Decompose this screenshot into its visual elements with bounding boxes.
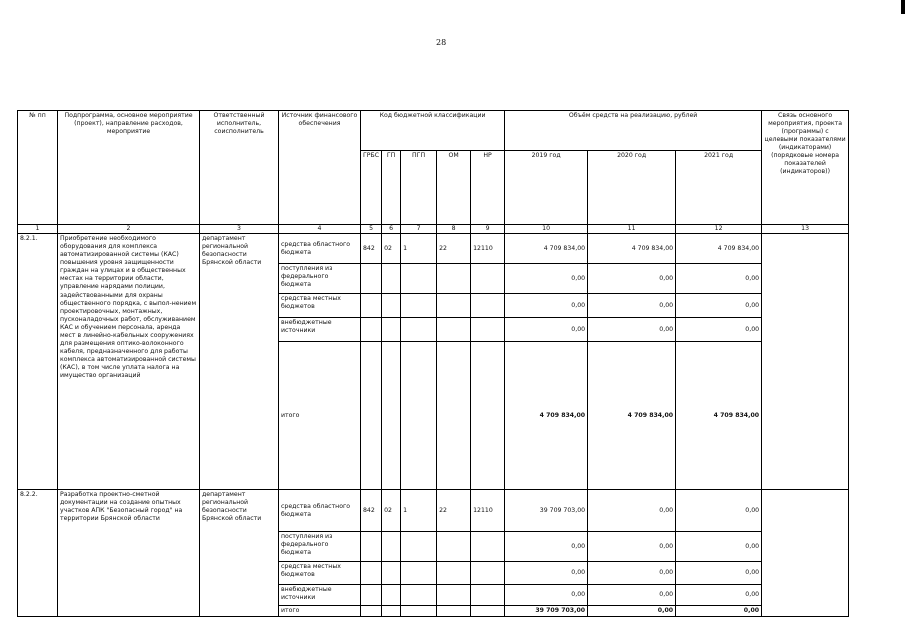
- cell-2020: 0,00: [588, 294, 676, 318]
- source-label: внебюджетные источники: [279, 318, 361, 342]
- cell-2019: 0,00: [505, 585, 588, 606]
- cell-2020: 0,00: [588, 318, 676, 342]
- page-number: 28: [436, 38, 447, 47]
- cell-link: [762, 490, 849, 617]
- col-number: 6: [382, 225, 401, 234]
- cell-2021: 0,00: [676, 318, 762, 342]
- row-executor: департамент региональной безопасности Брянской области: [200, 234, 279, 490]
- table-row: [18, 234, 849, 264]
- row-num: 8.2.1.: [18, 234, 58, 490]
- cell-pgp: 1: [401, 490, 437, 532]
- row-name: Разработка проектно-сметной документации на создание опытных участков АПК "Безопасный город" на территории Брянской области: [58, 490, 200, 617]
- cell-2021: 0,00: [676, 606, 762, 617]
- source-label: итого: [279, 606, 361, 617]
- header-2021: 2021 год: [676, 151, 762, 225]
- col-number: 8: [437, 225, 471, 234]
- cell-2021: 0,00: [676, 264, 762, 294]
- row-name: Приобретение необходимого оборудования для комплекса автоматизированной системы (КАС) повышения уровня защищенности граждан на улицах и в общественных местах на территории области, управление нарядами полиции, задействованными для охраны общественного порядка, с выпол-нением проектировочных, монтажных, пусконаладочных работ, обслуживанием КАС и обучением персонала, аренда мест в линейно-кабельных сооружениях для размещения оптико-волоконного кабеля, предназначенного для работы комплекса автоматизированной системы (КАС), в том числе уплата налога на имущество организаций: [58, 234, 200, 490]
- row-executor: департамент региональной безопасности Брянской области: [200, 490, 279, 617]
- cell-2020: 0,00: [588, 585, 676, 606]
- col-number: 12: [676, 225, 762, 234]
- cell-2020: 4 709 834,00: [588, 342, 676, 490]
- cell-2020: 4 709 834,00: [588, 234, 676, 264]
- cell-2021: 4 709 834,00: [676, 342, 762, 490]
- cell-nr: 12110: [471, 234, 505, 264]
- cell-2019: 0,00: [505, 532, 588, 562]
- cell-gp: 02: [382, 234, 401, 264]
- cell-grbs: 842: [361, 234, 382, 264]
- cell-2021: 0,00: [676, 294, 762, 318]
- source-label: поступления из федерального бюджета: [279, 264, 361, 294]
- cell-om: 22: [437, 234, 471, 264]
- header-nr: НР: [471, 151, 505, 225]
- cell-2019: 0,00: [505, 562, 588, 585]
- header-executor: Ответственный исполнитель, соисполнитель: [200, 111, 279, 225]
- header-pgp: ПГП: [401, 151, 437, 225]
- col-number: 9: [471, 225, 505, 234]
- col-number: 2: [58, 225, 200, 234]
- cell-2019: 0,00: [505, 264, 588, 294]
- header-gp: ГП: [382, 151, 401, 225]
- program-table: [17, 110, 849, 617]
- cell-2019: 39 709 703,00: [505, 606, 588, 617]
- col-number: 4: [279, 225, 361, 234]
- header-2020: 2020 год: [588, 151, 676, 225]
- cell-gp: 02: [382, 490, 401, 532]
- source-label: поступления из федерального бюджета: [279, 532, 361, 562]
- col-number: 11: [588, 225, 676, 234]
- cell-2020: 0,00: [588, 264, 676, 294]
- header-grbs: ГРБС: [361, 151, 382, 225]
- cell-2020: 0,00: [588, 562, 676, 585]
- header-source: Источник финансового обеспечения: [279, 111, 361, 225]
- header-link: Связь основного мероприятия, проекта (программы) с целевыми показателями (индикаторами) (порядковые номера показателей (индикаторов)): [762, 111, 849, 225]
- col-number: 13: [762, 225, 849, 234]
- header-om: ОМ: [437, 151, 471, 225]
- cell-2019: 39 709 703,00: [505, 490, 588, 532]
- col-number: 1: [18, 225, 58, 234]
- cell-2020: 0,00: [588, 490, 676, 532]
- source-label: средства местных бюджетов: [279, 562, 361, 585]
- source-label: средства местных бюджетов: [279, 294, 361, 318]
- cell-2020: 0,00: [588, 532, 676, 562]
- cell-2019: 4 709 834,00: [505, 342, 588, 490]
- col-number: 5: [361, 225, 382, 234]
- header-2019: 2019 год: [505, 151, 588, 225]
- cell-2021: 0,00: [676, 562, 762, 585]
- source-label: средства областного бюджета: [279, 234, 361, 264]
- source-label: средства областного бюджета: [279, 490, 361, 532]
- cell-link: [762, 234, 849, 490]
- cell-2019: 0,00: [505, 294, 588, 318]
- table-row: [18, 490, 849, 532]
- column-number-row: [18, 225, 849, 234]
- col-number: 10: [505, 225, 588, 234]
- cell-grbs: 842: [361, 490, 382, 532]
- header-budget-code: Код бюджетной классификации: [361, 111, 505, 151]
- cell-2021: 0,00: [676, 532, 762, 562]
- cell-2021: 0,00: [676, 585, 762, 606]
- cell-om: 22: [437, 490, 471, 532]
- scan-edge-mark: [901, 0, 905, 14]
- cell-2021: 0,00: [676, 490, 762, 532]
- cell-2019: 4 709 834,00: [505, 234, 588, 264]
- row-num: 8.2.2.: [18, 490, 58, 617]
- col-number: 7: [401, 225, 437, 234]
- cell-nr: 12110: [471, 490, 505, 532]
- source-label: итого: [279, 342, 361, 490]
- col-number: 3: [200, 225, 279, 234]
- cell-2019: 0,00: [505, 318, 588, 342]
- source-label: внебюджетные источники: [279, 585, 361, 606]
- header-name: Подпрограмма, основное мероприятие (проект), направление расходов, мероприятие: [58, 111, 200, 225]
- cell-2020: 0,00: [588, 606, 676, 617]
- cell-2021: 4 709 834,00: [676, 234, 762, 264]
- cell-pgp: 1: [401, 234, 437, 264]
- header-num: № пп: [18, 111, 58, 225]
- header-volume: Объём средств на реализацию, рублей: [505, 111, 762, 151]
